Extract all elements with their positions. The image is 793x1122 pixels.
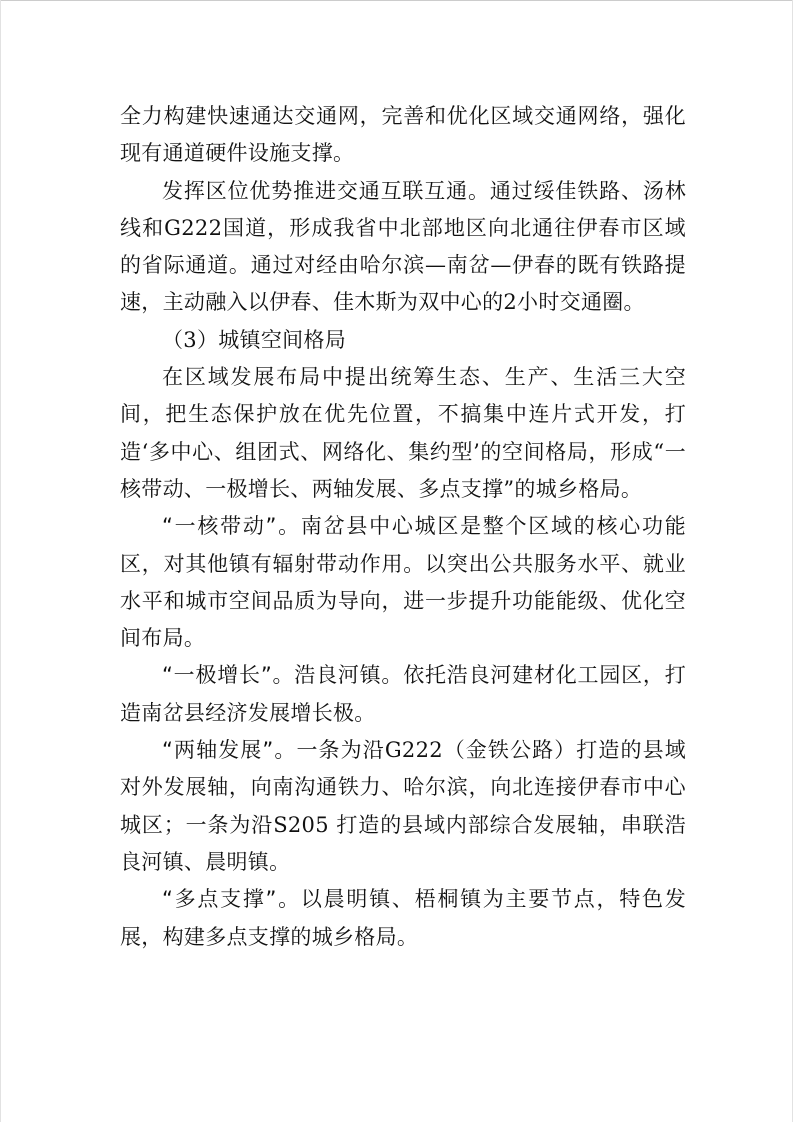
paragraph-one-pole [120,657,686,732]
paragraph-regional-advantage [120,173,686,322]
paragraph-one-core [120,508,686,657]
paragraph-lead: “一核带动”。 [162,514,301,539]
paragraph-text: 以晨明镇、梧桐镇为主要节点，特色发展，构建多点支撑的城乡格局。 [120,887,686,949]
paragraph-multi-point [120,881,686,956]
paragraph-text: 南岔县中心城区是整个区域的核心功能区，对其他镇有辐射带动作用。以突出公共服务水平、就业水平和城市空间品质为导向，进一步提升功能能级、优化空间布局。 [120,514,686,651]
paragraph-text: 浩良河镇。依托浩良河建材化工园区，打造南岔县经济发展增长极。 [120,663,686,725]
paragraph-lead: “两轴发展”。 [162,738,297,763]
paragraph-text: 一条为沿G222（金铁公路）打造的县域对外发展轴，向南沟通铁力、哈尔滨，向北连接伊春市中心城区；一条为沿S205 打造的县域内部综合发展轴，串联浩良河镇、晨明镇。 [120,738,686,874]
paragraph-lead: 发挥区位优势推进交通互联互通。 [162,178,490,203]
page-edge-top [0,0,793,1]
page-edge-left [0,0,1,1122]
paragraph-two-axes [120,732,686,881]
paragraph-transport-network: 全力构建快速通达交通网，完善和优化区域交通网络，强化现有通道硬件设施支撑。 [120,104,686,166]
paragraph-lead: “多点支撑”。 [162,887,301,912]
paragraph-lead: “一极增长”。 [162,663,295,688]
paragraph-spatial-layout: 在区域发展布局中提出统筹生态、生产、生活三大空间，把生态保护放在优先位置，不搞集中连片式开发，打造‘多中心、组团式、网络化、集约型’的空间格局，形成“一核带动、一极增长、两轴发展、多点支撑”的城乡格局。 [120,365,686,501]
section-heading: （3）城镇空间格局 [162,327,347,352]
paragraph-text: 通过绥佳铁路、汤林线和G222国道，形成我省中北部地区向北通往伊春市区域的省际通道。通过对经由哈尔滨—南岔—伊春的既有铁路提速，主动融入以伊春、佳木斯为双中心的2小时交通圈。 [120,178,687,315]
document-body [120,98,686,956]
